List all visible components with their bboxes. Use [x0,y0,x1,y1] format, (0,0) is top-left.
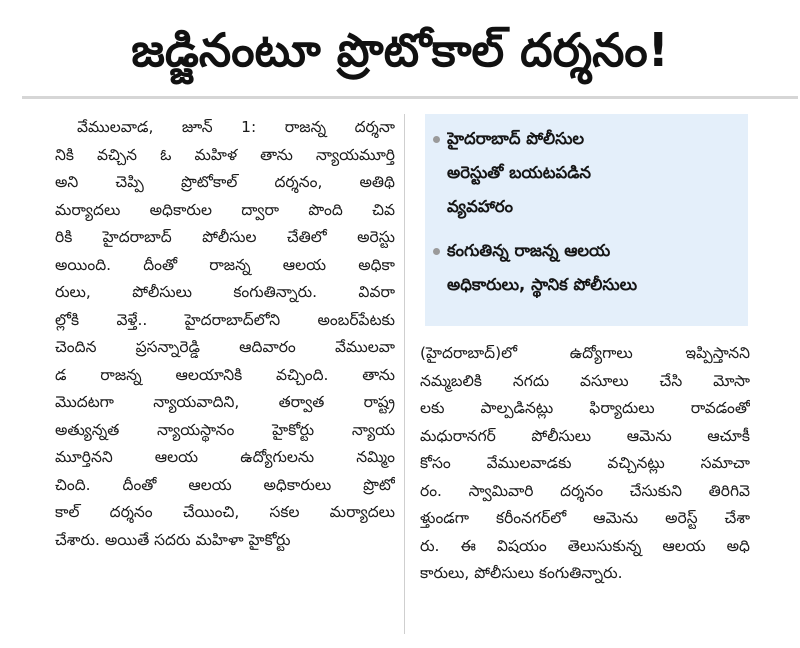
article-line: చేశారు. అయితే సదరు మహిళా హైకోర్టు [55,530,291,549]
highlight-item [447,122,738,224]
article-line: చెందిన ప్రసన్నారెడ్డి ఆదివారం వేములవా [55,338,395,356]
column-divider [404,114,405,634]
highlight-line: అధికారులు, స్థానిక పోలీసులు [447,275,638,294]
article-line: రులు, పోలీసులు కంగుతిన్నారు. వివరా [55,283,395,301]
article-line: అత్యున్నత న్యాయస్థానం హైకోర్టు న్యాయ [55,420,395,439]
article-line: నికి వచ్చిన ఓ మహిళ తాను న్యాయమూర్తి [55,145,395,164]
article-line: మధురానగర్ పోలీసులు ఆమెను ఆచూకీ [420,426,750,445]
article-line: మర్యాదలు అధికారుల ద్వారా పొంది చివ [55,200,395,219]
article-right-column [420,340,750,588]
article-line: రికి హైదరాబాద్ పోలీసుల చేతిలో అరెస్టు [55,228,395,246]
highlight-line: హైదరాబాద్ పోలీసుల [447,129,585,148]
article-line: డ రాజన్న ఆలయానికి వచ్చింది. తాను [55,365,395,384]
article-line: రం. స్వామివారి దర్శనం చేసుకుని తిరిగివె [420,481,750,500]
article-line: చింది. దీంతో ఆలయ అధికారులు ప్రొటో [55,475,395,494]
article-line: కాల్ దర్శనం చేయించి, సకల మర్యాదలు [55,503,395,521]
article-line: కారులు, పోలీసులు కంగుతిన్నారు. [420,564,623,582]
article-line: రు. ఈ విషయం తెలుసుకున్న ఆలయ అధి [420,536,750,555]
article-line: అని చెప్పి ప్రొటోకాల్ దర్శనం, అతిథి [55,173,395,191]
highlight-line: అరెస్టుతో బయటపడిన [447,163,591,182]
article-line: మూర్తినని ఆలయ ఉద్యోగులను నమ్మిం [55,448,395,466]
article-line: నమ్మబలికి నగదు వసూలు చేసి మోసా [420,371,750,390]
article-line: కోసం వేములవాడకు వచ్చినట్లు సమాచా [420,454,750,472]
highlight-line: కంగుతిన్న రాజన్న ఆలయ [447,241,611,260]
article-line: ళ్తుండగా కరీంనగర్‌లో ఆమెను అరెస్ట్ చేశా [420,509,750,527]
highlight-line: వ్యవహారం [447,197,514,216]
headline: జడ్జినంటూ ప్రొటోకాల్ దర్శనం! [131,23,669,77]
article-line: మొదటగా న్యాయవాదిని, తర్వాత రాష్ట్ర [55,393,395,411]
article-line: వేములవాడ, జూన్ 1: రాజన్న దర్శనా [77,118,395,136]
article-line: ల్లోకి వెళ్తే.. హైదరాబాద్‌లోని అంబర్‌పేటకు [55,310,395,329]
article-line: (హైదరాబాద్)లో ఉద్యోగాలు ఇప్పిస్తానని [420,344,750,362]
bullet-icon [433,136,440,143]
highlight-box [425,114,748,326]
article-line: లకు పాల్పడినట్లు ఫిర్యాదులు రావడంతో [420,399,750,417]
bullet-icon [433,248,440,255]
highlight-item [447,234,738,302]
article-left-column [55,114,395,554]
headline-rule [22,96,798,99]
article-line: అయింది. దీంతో రాజన్న ఆలయ అధికా [55,255,395,274]
